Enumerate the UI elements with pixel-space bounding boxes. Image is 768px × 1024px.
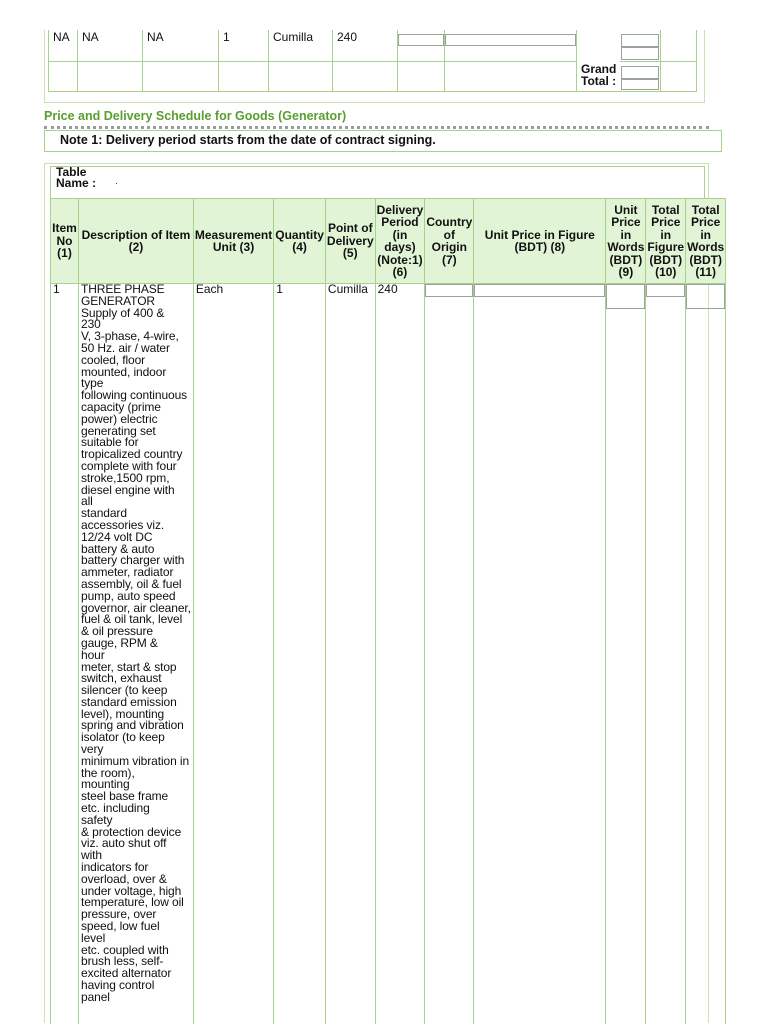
description-line: steel base frame: [81, 789, 169, 804]
header-country-of-origin: Country of Origin (7): [425, 199, 474, 284]
header-total-price-words: Total Price in Words (BDT) (11): [686, 199, 726, 284]
header-item-no: Item No (1): [51, 199, 79, 284]
description-line: suitable for: [81, 435, 139, 450]
description-line: standard emission: [81, 694, 177, 709]
delivery-note: Note 1: Delivery period starts from the date of contract signing.: [60, 133, 436, 147]
header-total-price-figure: Total Price in Figure (BDT) (10): [646, 199, 686, 284]
header-point-of-delivery: Point of Delivery (5): [325, 199, 375, 284]
cell-unit-price-figure: [445, 30, 577, 62]
row-total-price-words: [686, 284, 726, 1024]
description-line: gauge, RPM &: [81, 635, 158, 650]
country-input[interactable]: [398, 34, 444, 46]
price-schedule-table: [50, 198, 726, 1024]
description-line: safety: [81, 812, 113, 827]
description-line: following continuous: [81, 388, 188, 403]
header-description: Description of Item (2): [79, 199, 194, 284]
table-header-row: [51, 199, 726, 284]
description-line: pump, auto speed: [81, 588, 176, 603]
description-line: capacity (prime: [81, 399, 161, 414]
cell-item-no: NA: [49, 30, 78, 62]
description-line: ammeter, radiator: [81, 565, 174, 580]
cell-point-of-delivery: Cumilla: [269, 30, 333, 62]
description-line: hour: [81, 647, 105, 662]
description-line: temperature, low oil: [81, 895, 184, 910]
description-line: generating set: [81, 423, 156, 438]
row-unit-price-words: [606, 284, 646, 1024]
grand-total-label: Grand Total :: [577, 62, 621, 92]
description-line: power) electric: [81, 411, 158, 426]
grand-total-input-2[interactable]: [621, 79, 659, 90]
description-line: Supply of 400 &: [81, 305, 165, 320]
description-line: 12/24 volt DC: [81, 529, 153, 544]
description-line: GENERATOR: [81, 293, 156, 308]
description-line: the room),: [81, 765, 135, 780]
description-line: etc. coupled with: [81, 942, 169, 957]
cell-delivery-period: 240: [333, 30, 398, 62]
header-unit-price-figure: Unit Price in Figure (BDT) (8): [474, 199, 606, 284]
description-line: under voltage, high: [81, 883, 182, 898]
row-unit-price-figure: [474, 284, 606, 1024]
table-name-value: ·: [115, 178, 118, 188]
grand-total-input[interactable]: [621, 66, 659, 79]
description-line: assembly, oil & fuel: [81, 576, 182, 591]
total-price-input-2[interactable]: [621, 47, 659, 60]
description-line: V, 3-phase, 4-wire,: [81, 329, 179, 344]
description-line: with: [81, 848, 102, 863]
description-line: viz. auto shut off: [81, 836, 167, 851]
unit-price-words-input[interactable]: [606, 284, 645, 309]
description-line: type: [81, 376, 104, 391]
row-total-price-figure: [646, 284, 686, 1024]
total-price-input[interactable]: [621, 34, 659, 47]
previous-table: [48, 30, 697, 92]
table-row: [51, 284, 726, 1024]
previous-table-row: [49, 30, 697, 62]
country-of-origin-input[interactable]: [425, 284, 473, 297]
dotted-divider: [44, 126, 709, 129]
row-point-of-delivery: Cumilla: [325, 284, 375, 1024]
description-line: switch, exhaust: [81, 671, 162, 686]
header-quantity: Quantity (4): [274, 199, 326, 284]
description-line: excited alternator: [81, 966, 172, 981]
description-line: overload, over &: [81, 871, 167, 886]
description-line: diesel engine with: [81, 482, 175, 497]
cell-quantity: 1: [219, 30, 269, 62]
description-line: level), mounting: [81, 706, 165, 721]
description-line: panel: [81, 989, 110, 1004]
description-line: tropicalized country: [81, 447, 183, 462]
cell-total-price-words: [660, 30, 696, 62]
cell-description: NA: [78, 30, 143, 62]
cell-unit: NA: [143, 30, 219, 62]
table-name-label: Table Name :: [56, 165, 97, 190]
description-line: 50 Hz. air / water: [81, 340, 170, 355]
row-item-no: 1: [51, 284, 79, 1024]
description-line: & protection device: [81, 824, 182, 839]
description-line: silencer (to keep: [81, 683, 168, 698]
description-line: & oil pressure: [81, 624, 153, 639]
header-delivery-period: Delivery Period (in days) (Note:1) (6): [375, 199, 425, 284]
description-line: standard: [81, 506, 127, 521]
description-line: battery & auto: [81, 541, 155, 556]
unit-price-input[interactable]: [445, 34, 576, 46]
description-line: complete with four: [81, 458, 177, 473]
description-text: [81, 284, 191, 1004]
description-line: governor, air cleaner,: [81, 600, 191, 615]
row-delivery-period: 240: [375, 284, 425, 1024]
description-line: brush less, self-: [81, 954, 164, 969]
row-quantity: 1: [274, 284, 326, 1024]
total-price-words-input[interactable]: [686, 284, 725, 309]
description-line: accessories viz.: [81, 517, 165, 532]
description-line: indicators for: [81, 860, 149, 875]
grand-total-cell: [620, 62, 660, 92]
description-line: isolator (to keep: [81, 730, 165, 745]
description-line: mounting: [81, 777, 130, 792]
description-line: spring and vibration: [81, 718, 184, 733]
row-unit: Each: [193, 284, 273, 1024]
description-line: all: [81, 494, 93, 509]
description-line: very: [81, 742, 104, 757]
description-line: battery charger with: [81, 553, 185, 568]
description-line: minimum vibration in: [81, 753, 190, 768]
grand-total-row: [49, 62, 697, 92]
description-line: pressure, over: [81, 907, 157, 922]
description-line: meter, start & stop: [81, 659, 177, 674]
description-line: fuel & oil tank, level: [81, 612, 183, 627]
total-price-figure-input[interactable]: [646, 284, 685, 297]
description-line: level: [81, 930, 106, 945]
cell-unit-price-words: [577, 30, 621, 62]
header-unit-price-words: Unit Price in Words (BDT) (9): [606, 199, 646, 284]
description-line: cooled, floor: [81, 352, 146, 367]
description-line: 230: [81, 317, 101, 332]
cell-country-of-origin: [398, 30, 445, 62]
description-line: THREE PHASE: [81, 282, 165, 296]
cell-total-price-figure: [620, 30, 660, 62]
row-country-of-origin: [425, 284, 474, 1024]
description-line: speed, low fuel: [81, 919, 160, 934]
unit-price-figure-input[interactable]: [474, 284, 605, 297]
description-line: having control: [81, 978, 155, 993]
description-line: stroke,1500 rpm,: [81, 470, 170, 485]
table-name-cell: [50, 166, 705, 198]
header-measurement-unit: Measurement Unit (3): [193, 199, 273, 284]
section-title: Price and Delivery Schedule for Goods (Generator): [44, 109, 347, 123]
description-line: mounted, indoor: [81, 364, 167, 379]
description-line: etc. including: [81, 801, 150, 816]
row-description: [79, 284, 194, 1024]
